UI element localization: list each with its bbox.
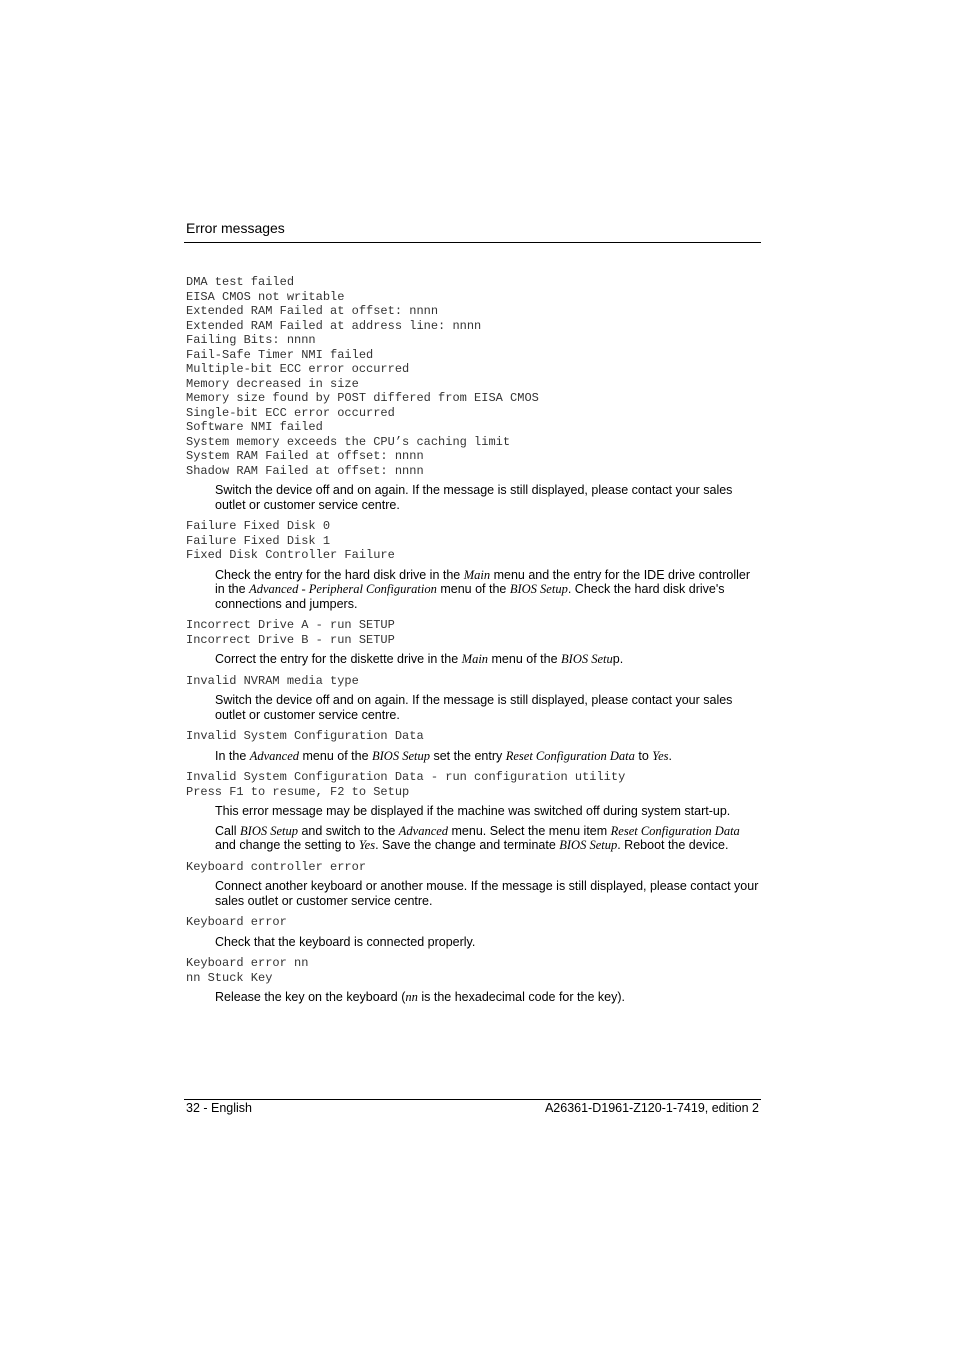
document-id: A26361-D1961-Z120-1-7419, edition 2 (544, 1101, 759, 1115)
menu-reference: Main (461, 652, 489, 666)
error-entry (186, 674, 761, 723)
menu-reference: BIOS Setup (509, 582, 568, 596)
remedy-text: menu. Select the menu item (448, 823, 611, 838)
menu-reference: Reset Configuration Data (610, 823, 740, 838)
menu-reference: BIOS Setup (559, 838, 618, 852)
error-remedy (215, 568, 761, 612)
menu-reference: Advanced (249, 748, 300, 763)
error-code: Failure Fixed Disk 1 (186, 533, 331, 548)
menu-reference: BIOS Setu (561, 652, 613, 666)
remedy-text: . (668, 748, 672, 763)
error-entry (186, 956, 761, 1005)
remedy-text: menu and the entry for the IDE drive controller in the (215, 567, 750, 596)
error-code: DMA test failed (186, 275, 295, 289)
page-number: 32 - English (186, 1101, 253, 1115)
error-code: Extended RAM Failed at address line: nnnn (186, 318, 482, 333)
error-code: Press F1 to resume, F2 to Setup (186, 784, 410, 799)
error-remedy (215, 824, 761, 853)
menu-reference: Advanced (398, 823, 449, 838)
error-remedy: This error message may be displayed if the machine was switched off during system start-up. (215, 804, 731, 818)
error-remedy: Connect another keyboard or another mouse. If the message is still displayed, please contact your sales outlet or customer service centre. (215, 879, 759, 908)
error-code: Multiple-bit ECC error occurred (186, 362, 410, 376)
footer-rule (184, 1099, 761, 1100)
error-code: Fixed Disk Controller Failure (186, 548, 395, 562)
error-entry (186, 915, 761, 949)
menu-reference: Reset Configuration Data (505, 748, 635, 763)
error-code: Software NMI failed (186, 420, 323, 434)
error-code: Extended RAM Failed at offset: nnnn (186, 304, 439, 318)
error-remedy (215, 652, 761, 667)
remedy-text: set the entry (429, 748, 506, 763)
setting-value: Yes (358, 838, 376, 852)
error-code: Failure Fixed Disk 0 (186, 519, 331, 533)
menu-reference: BIOS Setup (372, 748, 430, 763)
remedy-text: menu of the (299, 748, 372, 763)
remedy-text: Check the entry for the hard disk drive in the (215, 567, 464, 582)
remedy-text: menu of the (488, 652, 562, 666)
remedy-text: . Save the change and terminate (375, 838, 560, 852)
error-code: Fail-Safe Timer NMI failed (186, 347, 374, 362)
menu-reference: Advanced - Peripheral Configuration (249, 582, 437, 596)
error-remedy: Switch the device off and on again. If the message is still displayed, please contact your sales outlet or customer service centre. (215, 693, 733, 722)
error-entry (186, 275, 761, 512)
remedy-text: is the hexadecimal code for the key). (417, 990, 625, 1004)
key-code-variable: nn (405, 990, 418, 1004)
remedy-text: Call (215, 823, 241, 838)
remedy-text: In the (215, 748, 250, 763)
error-entry (186, 729, 761, 763)
remedy-text: p. (612, 652, 624, 666)
remedy-text: . Check the hard disk drive's connections and jumpers. (215, 582, 725, 611)
error-code: Failing Bits: nnnn (186, 333, 316, 347)
menu-reference: Main (463, 567, 491, 582)
error-code: nn Stuck Key (186, 970, 273, 985)
error-entry (186, 618, 761, 667)
error-code: Keyboard error nn (186, 956, 309, 970)
error-code: System RAM Failed at offset: nnnn (186, 449, 424, 463)
error-code: Keyboard controller error (186, 859, 367, 874)
error-code: Shadow RAM Failed at offset: nnnn (186, 463, 424, 478)
error-code: Single-bit ECC error occurred (186, 405, 395, 420)
setting-value: Yes (652, 748, 669, 763)
error-code: EISA CMOS not writable (186, 289, 345, 304)
error-remedy (215, 749, 761, 764)
error-remedy: Check that the keyboard is connected properly. (215, 934, 476, 949)
error-entry (186, 770, 761, 853)
error-code: Invalid System Configuration Data (186, 729, 424, 743)
error-remedy (215, 990, 761, 1005)
error-remedy: Switch the device off and on again. If the message is still displayed, please contact your sales outlet or customer service centre. (215, 483, 733, 512)
remedy-text: Correct the entry for the diskette drive in the (215, 652, 462, 666)
error-entry (186, 860, 761, 909)
page-content (186, 275, 761, 1012)
remedy-text: and switch to the (298, 823, 399, 838)
error-code: Incorrect Drive A - run SETUP (186, 618, 395, 632)
remedy-text: and change the setting to (215, 838, 359, 852)
remedy-text: . Reboot the device. (617, 838, 729, 852)
error-code: Memory size found by POST differed from EISA CMOS (186, 391, 539, 405)
running-header: Error messages (186, 220, 285, 236)
error-code: System memory exceeds the CPU’s caching limit (186, 434, 511, 449)
remedy-text: menu of the (436, 582, 510, 596)
error-code: Incorrect Drive B - run SETUP (186, 632, 395, 647)
error-code: Keyboard error (186, 915, 287, 929)
header-rule (184, 242, 761, 243)
error-entry (186, 519, 761, 611)
menu-reference: BIOS Setup (240, 823, 298, 838)
error-code: Memory decreased in size (186, 376, 359, 391)
error-code: Invalid System Configuration Data - run configuration utility (186, 770, 626, 784)
remedy-text: Release the key on the keyboard ( (215, 990, 406, 1004)
error-code: Invalid NVRAM media type (186, 673, 359, 688)
remedy-text: to (634, 748, 653, 763)
